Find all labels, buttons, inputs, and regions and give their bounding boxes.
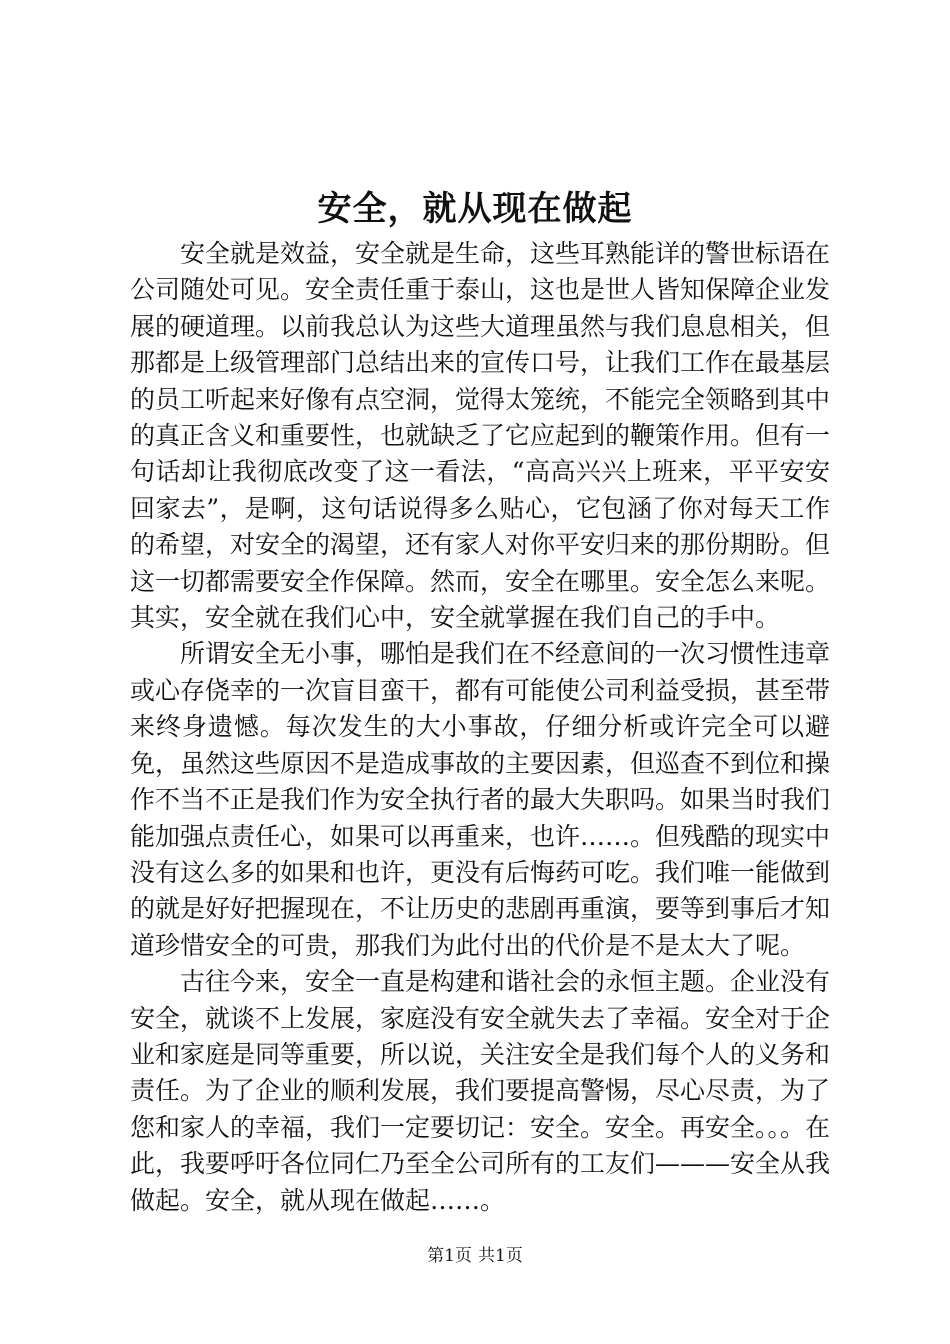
page-footer — [0, 1244, 950, 1268]
paragraph-2: 所谓安全无小事，哪怕是我们在不经意间的一次习惯性违章或心存侥幸的一次盲目蛮干，都有可能使公司利益受损，甚至带来终身遗憾。每次发生的大小事故，仔细分析或许完全可以避免，虽然这些原因不是造成事故的主要因素，但巡查不到位和操作不当不正是我们作为安全执行者的最大失职吗。如果当时我们能加强点责任心，如果可以再重来，也许……。但残酷的现实中没有这么多的如果和也许，更没有后悔药可吃。我们唯一能做到的就是好好把握现在，不让历史的悲剧再重演，要等到事后才知道珍惜安全的可贵，那我们为此付出的代价是不是太大了呢。 — [130, 639, 831, 960]
paragraph-1: 安全就是效益，安全就是生命，这些耳熟能详的警世标语在公司随处可见。安全责任重于泰山，这也是世人皆知保障企业发展的硬道理。以前我总认为这些大道理虽然与我们息息相关，但那都是上级管理部门总结出来的宣传口号，让我们工作在最基层的员工听起来好像有点空洞，觉得太笼统，不能完全领略到其中的真正含义和重要性，也就缺乏了它应起到的鞭策作用。但有一句话却让我彻底改变了这一看法，“高高兴兴上班来，平平安安回家去”，是啊，这句话说得多么贴心，它包涵了你对每天工作的希望，对安全的渴望，还有家人对你平安归来的那份期盼。但这一切都需要安全作保障。然而，安全在哪里。安全怎么来呢。其实，安全就在我们心中，安全就掌握在我们自己的手中。 — [130, 239, 831, 633]
document-body — [130, 236, 830, 1219]
document-title: 安全，就从现在做起 — [317, 189, 633, 229]
paragraph-3: 古往今来，安全一直是构建和谐社会的永恒主题。企业没有安全，就谈不上发展，家庭没有安全就失去了幸福。安全对于企业和家庭是同等重要，所以说，关注安全是我们每个人的义务和责任。为了企业的顺利发展，我们要提高警惕，尽心尽责，为了您和家人的幸福，我们一定要切记：安全。安全。再安全。。。在此，我要呼吁各位同仁乃至全公司所有的工友们———安全从我做起。安全，就从现在做起……。 — [130, 967, 831, 1215]
page-number-current: 第1页 — [427, 1246, 472, 1266]
page-number-total: 共1页 — [478, 1246, 523, 1266]
